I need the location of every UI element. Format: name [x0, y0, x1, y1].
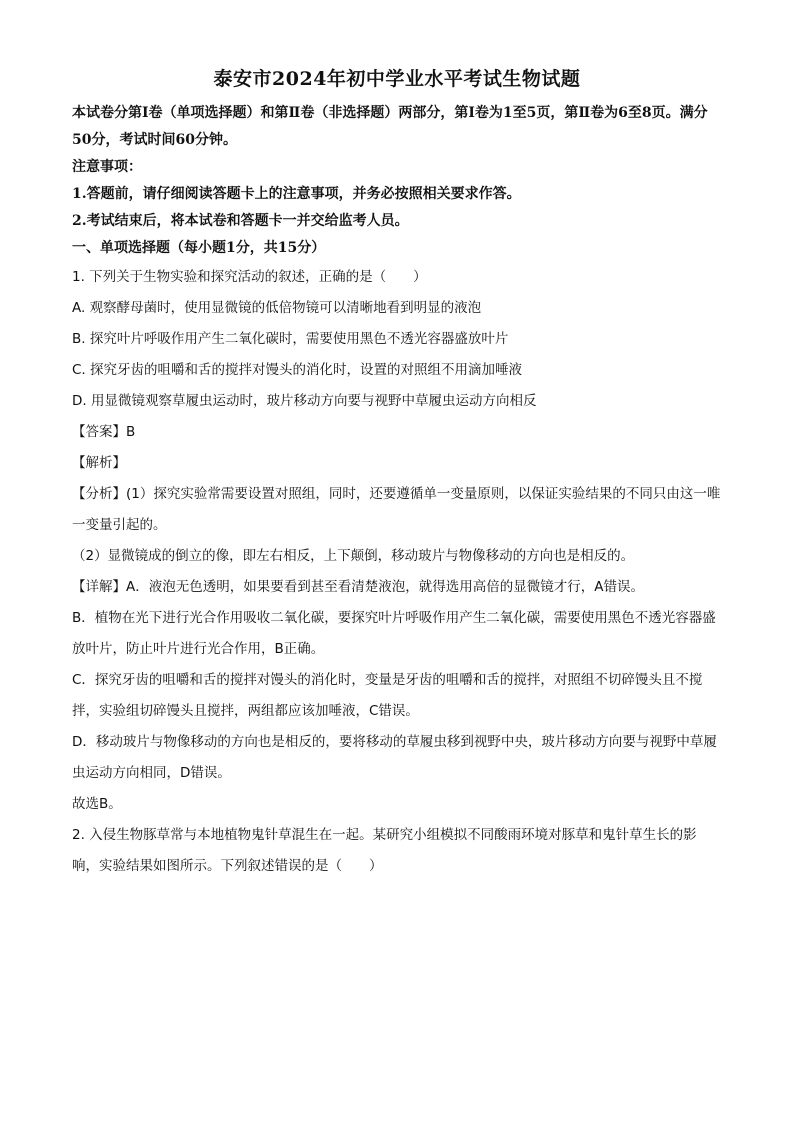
question-1-option-c: C. 探究牙齿的咀嚼和舌的搅拌对馒头的消化时，设置的对照组不用滴加唾液 [72, 362, 523, 378]
question-1-stem: 1. 下列关于生物实验和探究活动的叙述，正确的是（ ） [72, 269, 427, 285]
analysis-fenxi-2: （2）显微镜成的倒立的像，即左右相反，上下颠倒，移动玻片与物像移动的方向也是相反的。 [72, 548, 635, 564]
question-2-stem: 2. 入侵生物豚草常与本地植物鬼针草混生在一起。某研究小组模拟不同酸雨环境对豚草和鬼针草生长的影响，实验结果如图所示。下列叙述错误的是（ ） [72, 827, 697, 874]
detail-a: 【详解】A．液泡无色透明，如果要看到甚至看清楚液泡，就得选用高倍的显微镜才行，A错误。 [72, 579, 644, 595]
analysis-label: 【解析】 [72, 455, 126, 471]
page-title: 泰安市2024年初中学业水平考试生物试题 [213, 68, 581, 90]
detail-d: D．移动玻片与物像移动的方向也是相反的，要将移动的草履虫移到视野中央，玻片移动方向要与视野中草履虫运动方向相同，D错误。 [72, 734, 717, 781]
analysis-fenxi-1: 【分析】(1）探究实验常需要设置对照组，同时，还要遵循单一变量原则，以保证实验结果的不同只由这一唯一变量引起的。 [72, 486, 721, 533]
detail-b: B．植物在光下进行光合作用吸收二氧化碳，要探究叶片呼吸作用产生二氧化碳，需要使用黑色不透光容器盛放叶片，防止叶片进行光合作用，B正确。 [72, 610, 716, 657]
question-1-option-d: D. 用显微镜观察草履虫运动时，玻片移动方向要与视野中草履虫运动方向相反 [72, 393, 537, 409]
notice-item-2: 2.考试结束后，将本试卷和答题卡一并交给监考人员。 [72, 213, 409, 229]
section-heading: 一、单项选择题（每小题1分，共15分） [72, 240, 326, 256]
notice-item-1: 1.答题前，请仔细阅读答题卡上的注意事项，并务必按照相关要求作答。 [72, 186, 521, 202]
document-page [72, 64, 722, 882]
question-1-option-b: B. 探究叶片呼吸作用产生二氧化碳时，需要使用黑色不透光容器盛放叶片 [72, 331, 509, 347]
question-1-answer: 【答案】B [72, 424, 136, 440]
exam-instructions: 本试卷分第Ⅰ卷（单项选择题）和第Ⅱ卷（非选择题）两部分，第Ⅰ卷为1至5页，第Ⅱ卷为6至8页。满分50分，考试时间60分钟。 [72, 105, 708, 148]
question-1-option-a: A. 观察酵母菌时，使用显微镜的低倍物镜可以清晰地看到明显的液泡 [72, 300, 482, 316]
notice-title: 注意事项： [72, 159, 142, 175]
detail-c: C．探究牙齿的咀嚼和舌的搅拌对馒头的消化时，变量是牙齿的咀嚼和舌的搅拌，对照组不切碎馒头且不搅拌，实验组切碎馒头且搅拌，两组都应该加唾液，C错误。 [72, 672, 703, 719]
conclusion: 故选B。 [72, 796, 122, 812]
